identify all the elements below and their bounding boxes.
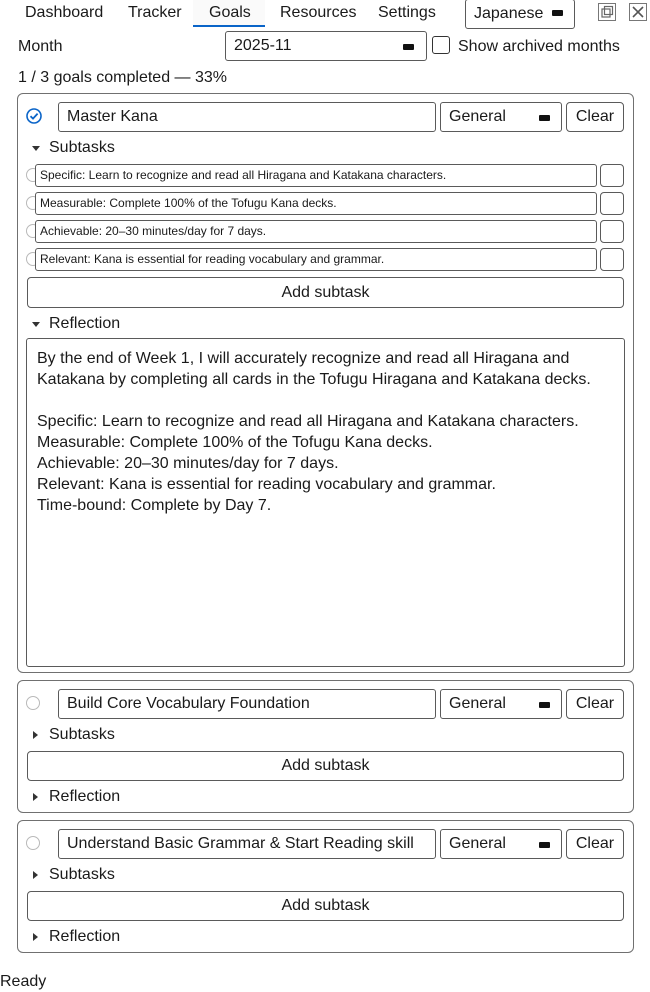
- caret-down-icon: [32, 146, 40, 151]
- reflection-toggle[interactable]: [18, 927, 138, 947]
- goals-progress-text: 1 / 3 goals completed — 33%: [18, 69, 228, 86]
- subtask-remove-button[interactable]: [600, 164, 624, 187]
- show-archived-checkbox[interactable]: [432, 36, 450, 54]
- tab-dashboard[interactable]: Dashboard: [25, 4, 104, 21]
- language-select-value: Japanese: [474, 5, 544, 22]
- caret-right-icon: [33, 731, 38, 739]
- goal-completed-check[interactable]: [26, 108, 42, 124]
- add-subtask-button[interactable]: Add subtask: [27, 277, 624, 308]
- goal-completed-check[interactable]: [26, 696, 40, 710]
- tab-settings[interactable]: Settings: [378, 4, 436, 21]
- subtasks-label: Subtasks: [49, 866, 115, 883]
- show-archived-label: Show archived months: [458, 38, 620, 55]
- reflection-toggle[interactable]: [18, 314, 138, 334]
- reflection-label: Reflection: [49, 928, 121, 945]
- goal-category-value: General: [449, 695, 506, 712]
- goal-title-input[interactable]: Build Core Vocabulary Foundation: [58, 689, 436, 719]
- goal-category-select[interactable]: [440, 689, 562, 719]
- goal-title-input[interactable]: Understand Basic Grammar & Start Reading skill: [58, 829, 436, 859]
- subtask-remove-button[interactable]: [600, 220, 624, 243]
- subtasks-toggle[interactable]: [18, 725, 128, 745]
- goal-title-input[interactable]: Master Kana: [58, 102, 436, 132]
- clear-button[interactable]: Clear: [566, 689, 624, 719]
- add-subtask-button[interactable]: Add subtask: [27, 751, 624, 781]
- close-window-button[interactable]: [629, 3, 647, 21]
- clear-button[interactable]: Clear: [566, 829, 624, 859]
- status-text: Ready: [0, 973, 47, 990]
- subtask-remove-button[interactable]: [600, 248, 624, 271]
- subtask-input[interactable]: Measurable: Complete 100% of the Tofugu Kana decks.: [35, 192, 597, 215]
- reflection-label: Reflection: [49, 788, 121, 805]
- goal-category-select[interactable]: [440, 829, 562, 859]
- month-label: Month: [18, 38, 63, 55]
- goal-category-value: General: [449, 835, 506, 852]
- add-subtask-button[interactable]: Add subtask: [27, 891, 624, 921]
- clear-button[interactable]: Clear: [566, 102, 624, 132]
- goal-category-value: General: [449, 108, 506, 125]
- caret-right-icon: [33, 933, 38, 941]
- restore-window-button[interactable]: [598, 3, 616, 21]
- tab-goals[interactable]: Goals: [193, 0, 265, 27]
- chevron-down-icon: [552, 10, 563, 16]
- subtask-input[interactable]: Specific: Learn to recognize and read all Hiragana and Katakana characters.: [35, 164, 597, 187]
- caret-right-icon: [33, 793, 38, 801]
- close-icon: [630, 4, 646, 20]
- caret-down-icon: [32, 322, 40, 327]
- tab-tracker[interactable]: Tracker: [128, 4, 182, 21]
- chevron-down-icon: [539, 702, 550, 708]
- check-circle-icon: [26, 108, 42, 124]
- tab-resources[interactable]: Resources: [280, 4, 357, 21]
- subtasks-label: Subtasks: [49, 139, 115, 156]
- chevron-down-icon: [403, 44, 414, 50]
- goal-completed-check[interactable]: [26, 836, 40, 850]
- chevron-down-icon: [539, 842, 550, 848]
- subtask-input[interactable]: Achievable: 20–30 minutes/day for 7 days.: [35, 220, 597, 243]
- subtasks-toggle[interactable]: [18, 138, 128, 158]
- reflection-toggle[interactable]: [18, 787, 138, 807]
- subtasks-label: Subtasks: [49, 726, 115, 743]
- subtasks-toggle[interactable]: [18, 865, 128, 885]
- month-select[interactable]: [225, 31, 427, 61]
- caret-right-icon: [33, 871, 38, 879]
- reflection-textarea[interactable]: By the end of Week 1, I will accurately recognize and read all Hiragana and Katakana by completing all cards in the Tofugu Hiragana and Katakana decks. Specific: Learn to recognize and read all Hiragana and Katakana characters. Measurable: Complete 100% of the Tofugu Kana decks. Achievable: 20–30 minutes/day for 7 days. Relevant: Kana is essential for reading vocabulary and grammar. Time-bound: Complete by Day 7.: [26, 338, 625, 667]
- month-select-value: 2025-11: [234, 37, 292, 54]
- language-select[interactable]: [465, 0, 575, 29]
- restore-icon: [599, 4, 615, 20]
- chevron-down-icon: [539, 115, 550, 121]
- subtask-input[interactable]: Relevant: Kana is essential for reading vocabulary and grammar.: [35, 248, 597, 271]
- reflection-label: Reflection: [49, 315, 121, 332]
- goal-category-select[interactable]: [440, 102, 562, 132]
- subtask-remove-button[interactable]: [600, 192, 624, 215]
